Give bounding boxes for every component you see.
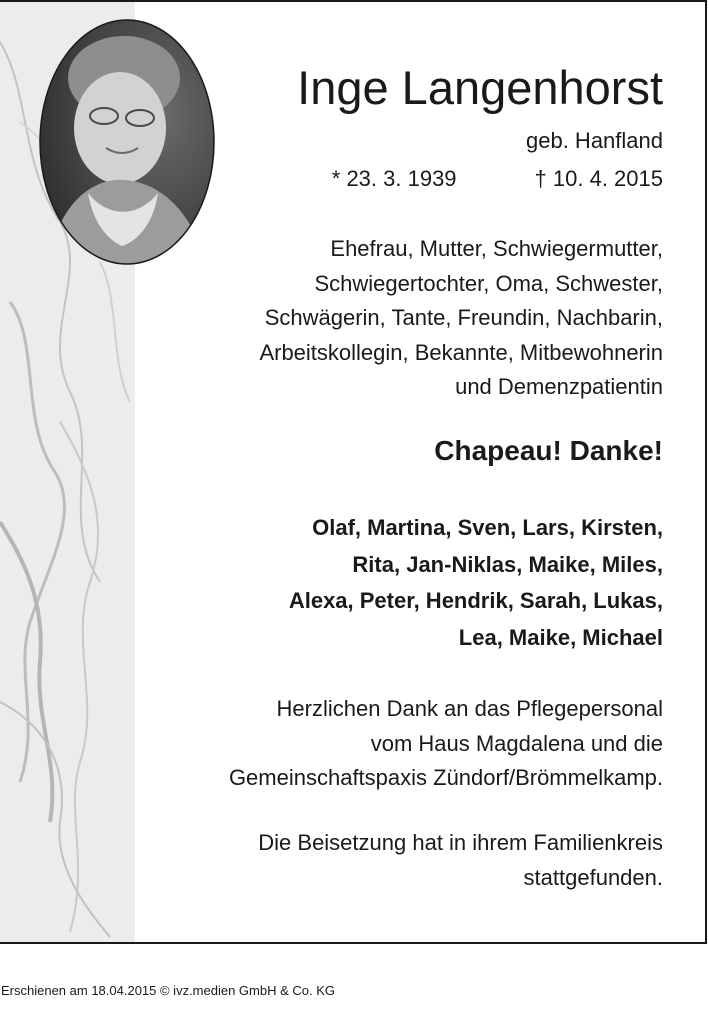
burial-note bbox=[258, 826, 663, 895]
publication-footer: Erschienen am 18.04.2015 © ivz.medien GmbH & Co. KG bbox=[1, 983, 336, 998]
care-line: Gemeinschaftspaxis Zündorf/Brömmelkamp. bbox=[228, 765, 663, 790]
birth-date: * 23. 3. 1939 bbox=[331, 166, 457, 191]
roles-line: Schwägerin, Tante, Freundin, Nachbarin, bbox=[264, 305, 663, 330]
care-thanks-text bbox=[229, 692, 663, 796]
burial-line: Die Beisetzung hat in ihrem Familienkreis bbox=[258, 830, 663, 855]
family-line: Lea, Maike, Michael bbox=[458, 624, 663, 650]
thanks-heading: Chapeau! Danke! bbox=[434, 435, 663, 466]
family-line: Olaf, Martina, Sven, Lars, Kirsten, bbox=[312, 515, 663, 540]
death-date: † 10. 4. 2015 bbox=[534, 166, 663, 191]
family-line: Alexa, Peter, Hendrik, Sarah, Lukas, bbox=[288, 588, 663, 613]
roles-line: Arbeitskollegin, Bekannte, Mitbewohnerin bbox=[259, 339, 663, 365]
life-dates bbox=[332, 166, 663, 192]
burial-line: stattgefunden. bbox=[523, 864, 663, 890]
care-line: Herzlichen Dank an das Pflegepersonal bbox=[276, 696, 663, 721]
care-line: vom Haus Magdalena und die bbox=[370, 730, 663, 756]
roles-line: Ehefrau, Mutter, Schwiegermutter, bbox=[330, 236, 663, 261]
roles-text bbox=[259, 232, 663, 405]
portrait-photo bbox=[38, 18, 216, 266]
family-signatures bbox=[289, 510, 663, 656]
roles-line: Schwiegertochter, Oma, Schwester, bbox=[314, 270, 663, 296]
roles-line: und Demenzpatientin bbox=[455, 374, 663, 399]
deceased-name: Inge Langenhorst bbox=[297, 61, 663, 114]
birth-name: geb. Hanfland bbox=[526, 128, 663, 153]
family-line: Rita, Jan-Niklas, Maike, Miles, bbox=[352, 551, 663, 577]
